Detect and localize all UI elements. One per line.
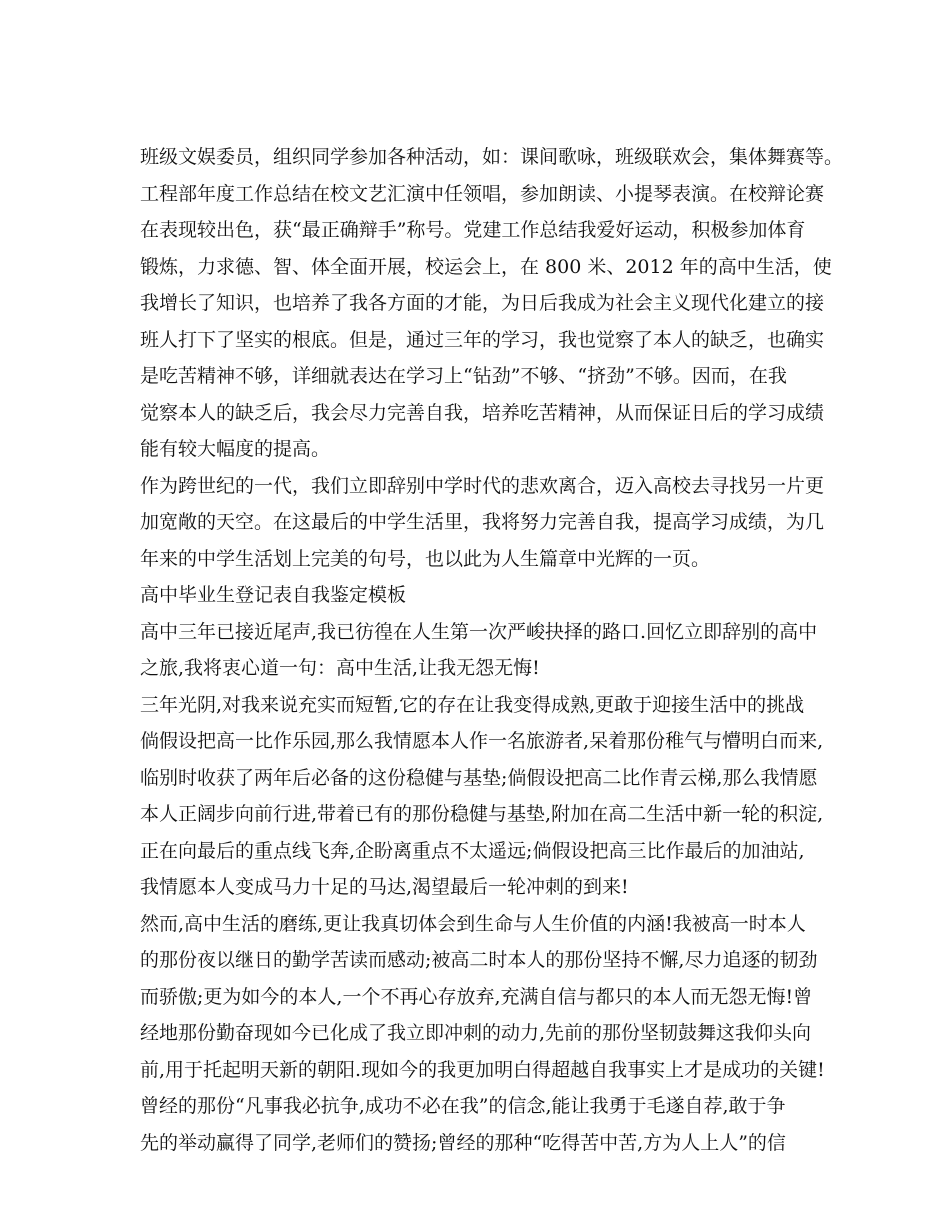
text-line: 临别时收获了两年后必备的这份稳健与基垫;倘假设把高二比作青云梯,那么我情愿 — [140, 766, 818, 789]
text-line: 我情愿本人变成马力十足的马达,渴望最后一轮冲刺的到来! — [140, 876, 629, 898]
text-line: 经地那份勤奋现如今已化成了我立即冲刺的动力,先前的那份坚韧鼓舞这我仰头向 — [140, 1022, 812, 1044]
text-line: 工程部年度工作总结在校文艺汇演中任领唱，参加朗读、小提琴表演。在校辩论赛 — [140, 182, 825, 205]
text-line: 在表现较出色，获“最正确辩手”称号。党建工作总结我爱好运动，积极参加体育 — [140, 219, 806, 241]
text-line: 之旅,我将衷心道一句：高中生活,让我无怨无悔! — [140, 657, 540, 679]
text-line: 我增长了知识，也培养了我各方面的才能，为日后我成为社会主义现代化建立的接 — [140, 292, 825, 314]
text-line: 班级文娱委员，组织同学参加各种活动，如：课间歌咏，班级联欢会，集体舞赛等。 — [140, 146, 844, 168]
text-line: 班人打下了坚实的根底。但是，通过三年的学习，我也觉察了本人的缺乏，也确实 — [140, 328, 825, 351]
text-line: 三年光阴,对我来说充实而短暂,它的存在让我变得成熟,更敢于迎接生活中的挑战 — [140, 693, 805, 716]
text-line: 加宽敞的天空。在这最后的中学生活里，我将努力完善自我，提高学习成绩，为几 — [140, 511, 825, 533]
text-line: 年来的中学生活划上完美的句号，也以此为人生篇章中光辉的一页。 — [140, 547, 711, 570]
text-line: 正在向最后的重点线飞奔,企盼离重点不太遥远;倘假设把高三比作最后的加油站, — [140, 839, 805, 862]
text-line: 本人正阔步向前行进,带着已有的那份稳健与基垫,附加在高二生活中新一轮的积淀, — [140, 803, 824, 825]
text-line: 觉察本人的缺乏后，我会尽力完善自我，培养吃苦精神，从而保证日后的学习成绩 — [140, 401, 825, 424]
text-line: 是吃苦精神不够，详细就表达在学习上“钻劲”不够、“挤劲”不够。因而，在我 — [140, 365, 787, 387]
section-heading: 高中毕业生登记表自我鉴定模板 — [140, 584, 407, 606]
text-line: 作为跨世纪的一代，我们立即辞别中学时代的悲欢离合，迈入高校去寻找另一片更 — [140, 474, 825, 497]
text-line: 能有较大幅度的提高。 — [140, 438, 331, 460]
text-line: 曾经的那份“凡事我必抗争,成功不必在我”的信念,能让我勇于毛遂自荐,敢于争 — [140, 1095, 786, 1117]
text-line: 前,用于托起明天新的朝阳.现如今的我更加明白得超越自我事实上才是成功的关键! — [140, 1058, 825, 1081]
text-line: 而骄傲;更为如今的本人,一个不再心存放弃,充满自信与都只的本人而无怨无悔!曾 — [140, 985, 813, 1008]
text-line: 先的举动赢得了同学,老师们的赞扬;曾经的那种“吃得苦中苦,方为人上人”的信 — [140, 1131, 786, 1154]
text-line: 锻炼，力求德、智、体全面开展，校运会上，在 800 米、2012 年的高中生活，使 — [140, 255, 832, 278]
text-line: 的那份夜以继日的勤学苦读而感动;被高二时本人的那份坚持不懈,尽力追逐的韧劲 — [140, 949, 818, 971]
text-line: 然而,高中生活的磨练,更让我真切体会到生命与人生价值的内涵!我被高一时本人 — [140, 912, 806, 935]
text-line: 倘假设把高一比作乐园,那么我情愿本人作一名旅游者,呆着那份稚气与懵明白而来, — [140, 730, 824, 752]
body-text — [140, 139, 844, 1161]
text-line: 高中三年已接近尾声,我已彷徨在人生第一次严峻抉择的路口.回忆立即辞别的高中 — [140, 620, 818, 643]
